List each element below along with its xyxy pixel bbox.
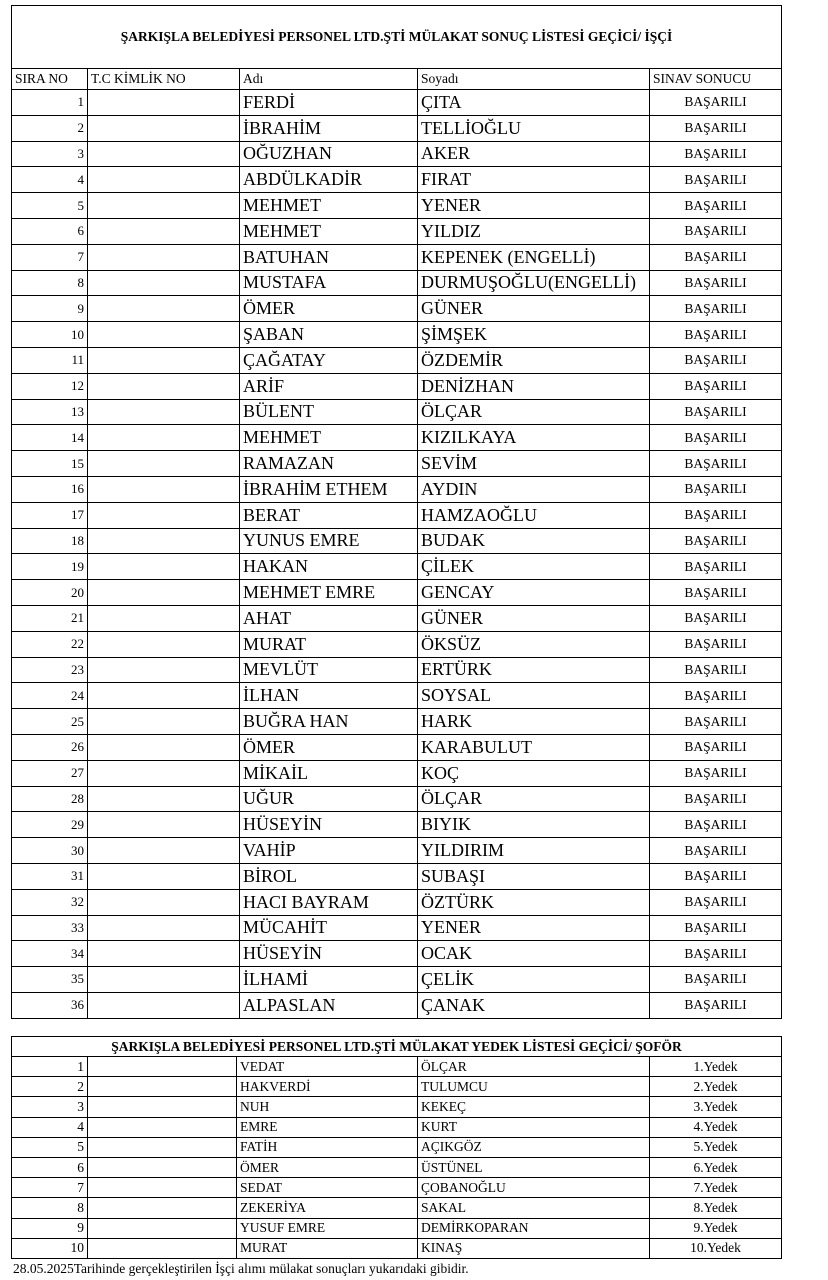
reserve-table [11,1036,782,1259]
surname-cell: DURMUŞOĞLU(ENGELLİ) [418,270,650,296]
surname-cell: ÖZDEMİR [418,347,650,373]
result-cell: BAŞARILI [650,90,782,116]
tc-kimlik-cell [88,992,240,1018]
name-cell: ÖMER [240,734,418,760]
table-row [12,1178,782,1198]
result-cell: 7.Yedek [650,1178,782,1198]
header-adi: Adı [240,69,418,90]
table-row [12,528,782,554]
sira-no-cell: 14 [12,425,88,451]
result-cell: BAŞARILI [650,270,782,296]
surname-cell: BUDAK [418,528,650,554]
sira-no-cell: 18 [12,528,88,554]
sira-no-cell: 8 [12,1198,88,1218]
tc-kimlik-cell [88,347,240,373]
surname-cell: SAKAL [418,1198,650,1218]
header-tc-kimlik-no: T.C KİMLİK NO [88,69,240,90]
table-row [12,167,782,193]
sira-no-cell: 25 [12,709,88,735]
tc-kimlik-cell [88,399,240,425]
name-cell: İBRAHİM [240,115,418,141]
name-cell: MEHMET [240,193,418,219]
sira-no-cell: 2 [12,1077,88,1097]
name-cell: MURAT [237,1238,418,1258]
table-row [12,115,782,141]
table-row [12,657,782,683]
table-row [12,270,782,296]
name-cell: AHAT [240,605,418,631]
result-cell: 10.Yedek [650,1238,782,1258]
result-cell: BAŞARILI [650,915,782,941]
surname-cell: KARABULUT [418,734,650,760]
name-cell: MÜCAHİT [240,915,418,941]
footer-text: Tarihinde gerçekleştirilen İşçi alımı mülakat sonuçları yukarıdaki gibidir. [73,1261,469,1276]
sira-no-cell: 10 [12,322,88,348]
table-row [12,193,782,219]
table-row [12,838,782,864]
name-cell: HÜSEYİN [240,812,418,838]
tc-kimlik-cell [88,1218,237,1238]
sira-no-cell: 21 [12,605,88,631]
result-cell: BAŞARILI [650,760,782,786]
result-cell: 1.Yedek [650,1057,782,1077]
result-cell: BAŞARILI [650,347,782,373]
surname-cell: YENER [418,193,650,219]
table-row [12,90,782,116]
table-row [12,1198,782,1218]
surname-cell: AÇIKGÖZ [418,1137,650,1157]
table-row [12,786,782,812]
surname-cell: ÜSTÜNEL [418,1157,650,1177]
table-row [12,1137,782,1157]
tc-kimlik-cell [88,863,240,889]
surname-cell: YILDIRIM [418,838,650,864]
result-cell: 2.Yedek [650,1077,782,1097]
result-cell: BAŞARILI [650,631,782,657]
sira-no-cell: 1 [12,90,88,116]
sira-no-cell: 4 [12,1117,88,1137]
table-header-row [12,69,782,90]
tc-kimlik-cell [88,1157,237,1177]
tc-kimlik-cell [88,580,240,606]
sira-no-cell: 36 [12,992,88,1018]
table-row [12,580,782,606]
result-cell: BAŞARILI [650,657,782,683]
result-cell: BAŞARILI [650,193,782,219]
sira-no-cell: 28 [12,786,88,812]
table-row [12,502,782,528]
sira-no-cell: 13 [12,399,88,425]
sira-no-cell: 3 [12,141,88,167]
sira-no-cell: 19 [12,554,88,580]
tc-kimlik-cell [88,141,240,167]
name-cell: ABDÜLKADİR [240,167,418,193]
header-sira-no: SIRA NO [12,69,88,90]
table-row [12,1238,782,1258]
results-table [11,5,782,1019]
tc-kimlik-cell [88,528,240,554]
table-row [12,1218,782,1238]
surname-cell: TULUMCU [418,1077,650,1097]
tc-kimlik-cell [88,889,240,915]
table-row [12,992,782,1018]
table-row [12,889,782,915]
tc-kimlik-cell [88,476,240,502]
sira-no-cell: 31 [12,863,88,889]
tc-kimlik-cell [88,296,240,322]
table-row [12,1157,782,1177]
table-row [12,941,782,967]
tc-kimlik-cell [88,270,240,296]
surname-cell: AYDIN [418,476,650,502]
surname-cell: DEMİRKOPARAN [418,1218,650,1238]
tc-kimlik-cell [88,322,240,348]
name-cell: HÜSEYİN [240,941,418,967]
name-cell: YUSUF EMRE [237,1218,418,1238]
name-cell: ÖMER [237,1157,418,1177]
surname-cell: GÜNER [418,605,650,631]
name-cell: HAKVERDİ [237,1077,418,1097]
result-cell: BAŞARILI [650,605,782,631]
tc-kimlik-cell [88,786,240,812]
result-cell: 6.Yedek [650,1157,782,1177]
surname-cell: KOÇ [418,760,650,786]
sira-no-cell: 34 [12,941,88,967]
result-cell: BAŞARILI [650,141,782,167]
table-row [12,373,782,399]
table-row [12,760,782,786]
tc-kimlik-cell [88,1238,237,1258]
name-cell: ARİF [240,373,418,399]
footer-note [13,1261,469,1277]
result-cell: 3.Yedek [650,1097,782,1117]
surname-cell: ÇİLEK [418,554,650,580]
surname-cell: OCAK [418,941,650,967]
surname-cell: KIZILKAYA [418,425,650,451]
table-row [12,425,782,451]
tc-kimlik-cell [88,657,240,683]
result-cell: BAŞARILI [650,115,782,141]
table-row [12,399,782,425]
surname-cell: ÇITA [418,90,650,116]
name-cell: HAKAN [240,554,418,580]
sira-no-cell: 6 [12,1157,88,1177]
tc-kimlik-cell [88,1077,237,1097]
result-cell: BAŞARILI [650,709,782,735]
result-cell: BAŞARILI [650,425,782,451]
sira-no-cell: 9 [12,1218,88,1238]
name-cell: BERAT [240,502,418,528]
surname-cell: ÖLÇAR [418,399,650,425]
result-cell: BAŞARILI [650,786,782,812]
table-row [12,296,782,322]
tc-kimlik-cell [88,373,240,399]
tc-kimlik-cell [88,90,240,116]
table-row [12,347,782,373]
surname-cell: ÖLÇAR [418,786,650,812]
tc-kimlik-cell [88,631,240,657]
tc-kimlik-cell [88,554,240,580]
sira-no-cell: 15 [12,451,88,477]
surname-cell: KEKEÇ [418,1097,650,1117]
result-cell: BAŞARILI [650,167,782,193]
tc-kimlik-cell [88,967,240,993]
tc-kimlik-cell [88,760,240,786]
sira-no-cell: 22 [12,631,88,657]
tc-kimlik-cell [88,812,240,838]
result-cell: 9.Yedek [650,1218,782,1238]
table-row [12,451,782,477]
name-cell: YUNUS EMRE [240,528,418,554]
name-cell: BİROL [240,863,418,889]
table-row [12,863,782,889]
surname-cell: HAMZAOĞLU [418,502,650,528]
name-cell: FATİH [237,1137,418,1157]
tc-kimlik-cell [88,193,240,219]
sira-no-cell: 27 [12,760,88,786]
tc-kimlik-cell [88,915,240,941]
tc-kimlik-cell [88,1137,237,1157]
name-cell: HACI BAYRAM [240,889,418,915]
surname-cell: DENİZHAN [418,373,650,399]
table-row [12,554,782,580]
surname-cell: KINAŞ [418,1238,650,1258]
surname-cell: ÇANAK [418,992,650,1018]
sira-no-cell: 16 [12,476,88,502]
table-row [12,915,782,941]
surname-cell: ÖKSÜZ [418,631,650,657]
name-cell: SEDAT [237,1178,418,1198]
sira-no-cell: 20 [12,580,88,606]
result-cell: 8.Yedek [650,1198,782,1218]
result-cell: BAŞARILI [650,322,782,348]
surname-cell: KURT [418,1117,650,1137]
table-row [12,631,782,657]
name-cell: MİKAİL [240,760,418,786]
result-cell: BAŞARILI [650,451,782,477]
result-cell: BAŞARILI [650,502,782,528]
result-cell: BAŞARILI [650,476,782,502]
surname-cell: SOYSAL [418,683,650,709]
surname-cell: HARK [418,709,650,735]
sira-no-cell: 29 [12,812,88,838]
sira-no-cell: 9 [12,296,88,322]
surname-cell: FIRAT [418,167,650,193]
result-cell: BAŞARILI [650,580,782,606]
surname-cell: YILDIZ [418,218,650,244]
sira-no-cell: 2 [12,115,88,141]
name-cell: ÖMER [240,296,418,322]
name-cell: OĞUZHAN [240,141,418,167]
sira-no-cell: 7 [12,244,88,270]
sira-no-cell: 17 [12,502,88,528]
result-cell: BAŞARILI [650,992,782,1018]
tc-kimlik-cell [88,709,240,735]
sira-no-cell: 1 [12,1057,88,1077]
tc-kimlik-cell [88,218,240,244]
sira-no-cell: 26 [12,734,88,760]
tc-kimlik-cell [88,1117,237,1137]
table-row [12,322,782,348]
tc-kimlik-cell [88,451,240,477]
tc-kimlik-cell [88,683,240,709]
tc-kimlik-cell [88,425,240,451]
table-row [12,709,782,735]
name-cell: İLHAN [240,683,418,709]
tc-kimlik-cell [88,605,240,631]
surname-cell: ERTÜRK [418,657,650,683]
result-cell: BAŞARILI [650,812,782,838]
table-row [12,605,782,631]
surname-cell: SEVİM [418,451,650,477]
sira-no-cell: 33 [12,915,88,941]
name-cell: ZEKERİYA [237,1198,418,1218]
table-row [12,1117,782,1137]
result-cell: BAŞARILI [650,863,782,889]
result-cell: BAŞARILI [650,528,782,554]
result-cell: BAŞARILI [650,734,782,760]
result-cell: BAŞARILI [650,554,782,580]
reserve-title: ŞARKIŞLA BELEDİYESİ PERSONEL LTD.ŞTİ MÜLAKAT YEDEK LİSTESİ GEÇİCİ/ ŞOFÖR [12,1037,782,1057]
name-cell: MURAT [240,631,418,657]
name-cell: MEHMET EMRE [240,580,418,606]
sira-no-cell: 10 [12,1238,88,1258]
sira-no-cell: 24 [12,683,88,709]
name-cell: EMRE [237,1117,418,1137]
table-row [12,1057,782,1077]
name-cell: ŞABAN [240,322,418,348]
name-cell: UĞUR [240,786,418,812]
tc-kimlik-cell [88,115,240,141]
name-cell: ÇAĞATAY [240,347,418,373]
result-cell: BAŞARILI [650,967,782,993]
name-cell: NUH [237,1097,418,1117]
table-row [12,967,782,993]
surname-cell: TELLİOĞLU [418,115,650,141]
sira-no-cell: 30 [12,838,88,864]
header-soyadi: Soyadı [418,69,650,90]
result-cell: BAŞARILI [650,373,782,399]
name-cell: İLHAMİ [240,967,418,993]
sira-no-cell: 32 [12,889,88,915]
table-row [12,218,782,244]
sira-no-cell: 11 [12,347,88,373]
name-cell: BÜLENT [240,399,418,425]
surname-cell: ÇELİK [418,967,650,993]
result-cell: BAŞARILI [650,218,782,244]
name-cell: MEHMET [240,425,418,451]
name-cell: BUĞRA HAN [240,709,418,735]
surname-cell: BIYIK [418,812,650,838]
sira-no-cell: 8 [12,270,88,296]
result-cell: 5.Yedek [650,1137,782,1157]
tc-kimlik-cell [88,838,240,864]
result-cell: BAŞARILI [650,683,782,709]
tc-kimlik-cell [88,941,240,967]
surname-cell: ÖZTÜRK [418,889,650,915]
tc-kimlik-cell [88,1057,237,1077]
sira-no-cell: 12 [12,373,88,399]
surname-cell: YENER [418,915,650,941]
surname-cell: AKER [418,141,650,167]
name-cell: ALPASLAN [240,992,418,1018]
surname-cell: GENCAY [418,580,650,606]
page-title: ŞARKIŞLA BELEDİYESİ PERSONEL LTD.ŞTİ MÜLAKAT SONUÇ LİSTESİ GEÇİCİ/ İŞÇİ [12,6,782,69]
surname-cell: GÜNER [418,296,650,322]
sira-no-cell: 35 [12,967,88,993]
table-row [12,812,782,838]
table-row [12,244,782,270]
header-sinav-sonucu: SINAV SONUCU [650,69,782,90]
surname-cell: SUBAŞI [418,863,650,889]
surname-cell: ÇOBANOĞLU [418,1178,650,1198]
footer-date: 28.05.2025 [13,1261,74,1276]
sira-no-cell: 3 [12,1097,88,1117]
surname-cell: ÖLÇAR [418,1057,650,1077]
name-cell: MUSTAFA [240,270,418,296]
result-cell: BAŞARILI [650,889,782,915]
table-row [12,1077,782,1097]
table-row [12,141,782,167]
sira-no-cell: 4 [12,167,88,193]
name-cell: FERDİ [240,90,418,116]
result-cell: BAŞARILI [650,244,782,270]
name-cell: İBRAHİM ETHEM [240,476,418,502]
table-row [12,734,782,760]
name-cell: VEDAT [237,1057,418,1077]
result-cell: BAŞARILI [650,296,782,322]
result-cell: BAŞARILI [650,941,782,967]
sira-no-cell: 7 [12,1178,88,1198]
sira-no-cell: 5 [12,1137,88,1157]
surname-cell: ŞİMŞEK [418,322,650,348]
result-cell: BAŞARILI [650,399,782,425]
tc-kimlik-cell [88,1097,237,1117]
tc-kimlik-cell [88,502,240,528]
tc-kimlik-cell [88,1198,237,1218]
table-row [12,683,782,709]
tc-kimlik-cell [88,167,240,193]
name-cell: MEVLÜT [240,657,418,683]
result-cell: BAŞARILI [650,838,782,864]
table-row [12,476,782,502]
sira-no-cell: 6 [12,218,88,244]
surname-cell: KEPENEK (ENGELLİ) [418,244,650,270]
table-row [12,1097,782,1117]
name-cell: RAMAZAN [240,451,418,477]
sira-no-cell: 23 [12,657,88,683]
tc-kimlik-cell [88,244,240,270]
name-cell: VAHİP [240,838,418,864]
tc-kimlik-cell [88,734,240,760]
tc-kimlik-cell [88,1178,237,1198]
result-cell: 4.Yedek [650,1117,782,1137]
name-cell: BATUHAN [240,244,418,270]
sira-no-cell: 5 [12,193,88,219]
name-cell: MEHMET [240,218,418,244]
